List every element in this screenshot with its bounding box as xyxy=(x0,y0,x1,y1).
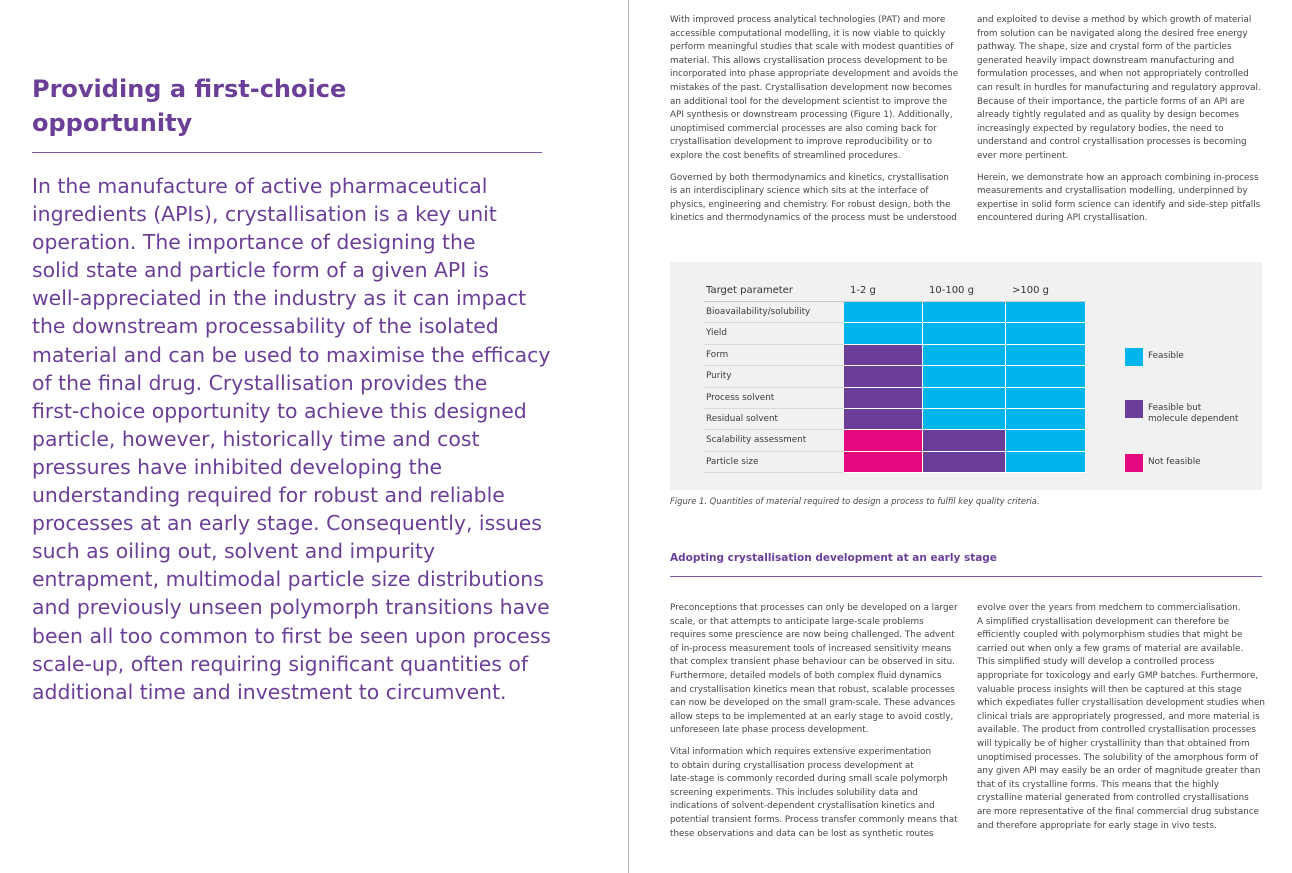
text-line: an additional tool for the development scientist to improve the xyxy=(670,96,948,107)
text-line: increasingly expected by regulatory bodies, the need to xyxy=(977,123,1224,134)
text-line: are more representative of the final commercial drug substance xyxy=(977,806,1260,817)
row-label: Purity xyxy=(704,366,844,387)
cell-dependent xyxy=(844,366,923,387)
text-line: can result in hurdles for manufacturing and regulatory approval. xyxy=(977,82,1261,93)
legend-item-dependent xyxy=(1125,400,1238,424)
text-line: already tightly regulated and as quality by design becomes xyxy=(977,110,1240,121)
figure-caption: Figure 1. Quantities of material required to design a process to fulfil key quality criteria. xyxy=(670,496,1040,506)
body-column-left xyxy=(670,602,966,849)
legend-label xyxy=(1148,454,1201,468)
subsection-heading: Adopting crystallisation development at an early stage xyxy=(670,552,997,564)
text-line: first-choice opportunity to achieve this designed xyxy=(32,398,527,423)
text-line: ever more pertinent. xyxy=(977,150,1069,161)
header-1-2g: 1-2 g xyxy=(844,279,923,302)
text-line: appropriate for toxicology and early GMP batches. Furthermore, xyxy=(977,670,1259,681)
text-line: scale, or that attempts to anticipate large-scale problems xyxy=(670,616,924,627)
header-over-100g: >100 g xyxy=(1006,279,1086,302)
cell-feasible xyxy=(1006,323,1086,344)
text-line: incorporated into phase appropriate development and avoids the xyxy=(670,69,959,80)
cell-feasible xyxy=(923,366,1006,387)
body-paragraph-3 xyxy=(977,602,1267,833)
legend-label xyxy=(1148,400,1238,424)
text-line: mistakes of the past. Crystallisation development now becomes xyxy=(670,82,953,93)
text-line: is an interdisciplinary science which sits at the interface of xyxy=(670,186,929,197)
text-line: can now be developed on the small gram-scale. These advances xyxy=(670,698,956,709)
legend-label-line: Not feasible xyxy=(1148,457,1201,467)
text-line: which expediates fuller crystallisation development studies when xyxy=(977,698,1265,709)
legend-swatch xyxy=(1125,454,1143,472)
legend-label-line: Feasible xyxy=(1148,351,1184,361)
cell-feasible xyxy=(923,409,1006,430)
left-page xyxy=(0,0,628,873)
heading-rule xyxy=(32,152,542,153)
text-line: these observations and data can be lost as synthetic routes xyxy=(670,828,934,839)
lead-paragraph xyxy=(32,172,552,706)
cell-not-feasible xyxy=(844,430,923,451)
text-line: of in-process measurement tools of increased sensitivity means xyxy=(670,643,952,654)
row-label: Yield xyxy=(704,323,844,344)
table-header-row xyxy=(704,279,1086,302)
text-line: accessible computational modelling, it is now viable to quickly xyxy=(670,28,946,39)
header-target-parameter: Target parameter xyxy=(704,279,844,302)
cell-dependent xyxy=(923,430,1006,451)
text-line: will typically be of higher crystallinity than that obtained from xyxy=(977,738,1250,749)
cell-feasible xyxy=(923,302,1006,323)
body-column-right xyxy=(977,602,1267,841)
text-line: unoptimised commercial processes are also coming back for xyxy=(670,123,937,134)
text-line: operation. The importance of designing the xyxy=(32,230,476,255)
text-line: scale-up, often requiring significant quantities of xyxy=(32,651,529,676)
text-line: additional time and investment to circumvent. xyxy=(32,679,507,704)
legend-label xyxy=(1148,348,1184,362)
text-line: and exploited to devise a method by which growth of material xyxy=(977,15,1252,25)
text-line: late-stage is commonly recorded during small scale polymorph xyxy=(670,774,948,785)
table-row xyxy=(704,345,1086,366)
cell-feasible xyxy=(844,323,923,344)
text-line: such as oiling out, solvent and impurity xyxy=(32,539,436,564)
text-line: In the manufacture of active pharmaceutical xyxy=(32,174,488,198)
legend-label-line: molecule dependent xyxy=(1148,413,1239,424)
text-line: understanding required for robust and reliable xyxy=(32,483,505,508)
text-line: well-appreciated in the industry as it can impact xyxy=(32,286,527,311)
text-line: clinical trials are appropriately progressed, and more material is xyxy=(977,711,1260,722)
intro-paragraph-3 xyxy=(977,14,1267,164)
table-row xyxy=(704,430,1086,451)
text-line: indications of solvent-dependent crystallisation kinetics and xyxy=(670,801,935,812)
text-line: Preconceptions that processes can only be developed on a larger xyxy=(670,603,958,613)
cell-feasible xyxy=(1006,430,1086,451)
text-line: pathway. The shape, size and crystal form of the particles xyxy=(977,42,1232,53)
text-line: With improved process analytical technologies (PAT) and more xyxy=(670,15,946,25)
text-line: A simplified crystallisation development can therefore be xyxy=(977,616,1230,627)
table-row xyxy=(704,323,1086,344)
text-line: of the final drug. Crystallisation provides the xyxy=(32,370,488,395)
text-line: material. This allows crystallisation process development to be xyxy=(670,55,948,66)
legend-item-feasible xyxy=(1125,348,1184,366)
table-row xyxy=(704,388,1086,409)
row-label: Bioavailability/solubility xyxy=(704,302,844,323)
intro-paragraph-4 xyxy=(977,172,1267,226)
header-10-100g: 10-100 g xyxy=(923,279,1006,302)
table-body xyxy=(704,302,1086,473)
text-line: measurements and crystallisation modelling, underpinned by xyxy=(977,186,1248,197)
text-line: crystallisation development to improve reproducibility or to xyxy=(670,137,932,148)
cell-feasible xyxy=(923,388,1006,409)
legend-swatch xyxy=(1125,348,1143,366)
text-line: generated heavily impact downstream manufacturing and xyxy=(977,55,1235,66)
text-line: Herein, we demonstrate how an approach combining in-process xyxy=(977,172,1259,183)
text-line: Furthermore, detailed models of both complex fluid dynamics xyxy=(670,670,942,681)
text-line: and therefore appropriate for early stage in vivo tests. xyxy=(977,820,1217,831)
section-heading xyxy=(32,72,552,140)
text-line: entrapment, multimodal particle size distributions xyxy=(32,567,544,592)
text-line: unoptimised processes. The solubility of the amorphous form of xyxy=(977,752,1259,763)
text-line: evolve over the years from medchem to commercialisation. xyxy=(977,603,1241,613)
row-label: Residual solvent xyxy=(704,409,844,430)
text-line: screening experiments. This includes solubility data and xyxy=(670,787,918,798)
text-line: been all too common to first be seen upon process xyxy=(32,623,551,648)
figure-1 xyxy=(670,262,1262,490)
text-line: that complex transient phase behaviour can be observed in situ. xyxy=(670,657,955,668)
text-line: Vital information which requires extensive experimentation xyxy=(670,746,932,757)
text-line: to obtain during crystallisation process development at xyxy=(670,760,914,771)
legend-item-not-feasible xyxy=(1125,454,1201,472)
table-row xyxy=(704,452,1086,473)
heading-line: opportunity xyxy=(32,109,193,137)
text-line: and previously unseen polymorph transitions have xyxy=(32,595,550,620)
cell-feasible xyxy=(923,345,1006,366)
text-line: encountered during API crystallisation. xyxy=(977,213,1148,224)
cell-feasible xyxy=(1006,366,1086,387)
row-label: Particle size xyxy=(704,452,844,473)
text-line: efficiently coupled with polymorphism studies that might be xyxy=(977,630,1243,641)
heading-line: Providing a first-choice xyxy=(32,75,347,103)
page-divider xyxy=(628,0,629,873)
intro-paragraph-2 xyxy=(670,172,966,226)
text-line: solid state and particle form of a given API is xyxy=(32,258,490,283)
cell-dependent xyxy=(844,345,923,366)
text-line: from solution can be navigated along the desired free energy xyxy=(977,28,1248,39)
cell-feasible xyxy=(1006,409,1086,430)
text-line: valuable process insights will then be captured at this stage xyxy=(977,684,1242,695)
text-line: This simplified study will develop a controlled process xyxy=(977,657,1215,668)
cell-feasible xyxy=(923,323,1006,344)
cell-feasible xyxy=(844,302,923,323)
text-line: crystalline material generated from controlled crystallisations xyxy=(977,793,1249,804)
text-line: potential transient forms. Process transfer commonly means that xyxy=(670,814,958,825)
legend-label-line: Feasible but xyxy=(1148,403,1202,413)
text-line: API synthesis or downstream processing (Figure 1). Additionally, xyxy=(670,110,953,121)
intro-column-left xyxy=(670,14,966,234)
text-line: and crystallisation kinetics mean that robust, scalable processes xyxy=(670,684,955,695)
cell-feasible xyxy=(1006,452,1086,473)
text-line: pressures have inhibited developing the xyxy=(32,454,443,479)
cell-feasible xyxy=(1006,388,1086,409)
row-label: Form xyxy=(704,345,844,366)
text-line: unforeseen late phase process development. xyxy=(670,725,869,736)
text-line: perform meaningful studies that scale with modest quantities of xyxy=(670,42,954,53)
text-line: material and can be used to maximise the efficacy xyxy=(32,342,551,367)
text-line: kinetics and thermodynamics of the process must be understood xyxy=(670,213,957,224)
table-row xyxy=(704,409,1086,430)
cell-not-feasible xyxy=(844,452,923,473)
text-line: ingredients (APIs), crystallisation is a key unit xyxy=(32,202,497,227)
cell-dependent xyxy=(844,409,923,430)
text-line: any given API may easily be an order of magnitude greater than xyxy=(977,766,1261,777)
text-line: carried out when only a few grams of material are available. xyxy=(977,643,1244,654)
text-line: requires some prescience are now being challenged. The advent xyxy=(670,630,955,641)
text-line: available. The product from controlled crystallisation processes xyxy=(977,725,1256,736)
feasibility-table xyxy=(704,279,1086,473)
text-line: physics, engineering and chemistry. For robust design, both the xyxy=(670,199,951,210)
body-paragraph-2 xyxy=(670,746,966,841)
intro-column-right xyxy=(977,14,1267,234)
cell-dependent xyxy=(923,452,1006,473)
text-line: processes at an early stage. Consequently, issues xyxy=(32,511,542,536)
text-line: understand and control crystallisation processes is becoming xyxy=(977,137,1247,148)
text-line: allow steps to be implemented at an early stage to avoid costly, xyxy=(670,711,954,722)
table-row xyxy=(704,366,1086,387)
text-line: Governed by both thermodynamics and kinetics, crystallisation xyxy=(670,172,949,183)
text-line: formulation processes, and when not appropriately controlled xyxy=(977,69,1249,80)
cell-dependent xyxy=(844,388,923,409)
row-label: Process solvent xyxy=(704,388,844,409)
body-paragraph-1 xyxy=(670,602,966,738)
intro-paragraph-1 xyxy=(670,14,966,164)
subsection-rule xyxy=(670,576,1262,577)
text-line: that of its crystalline forms. This means that the highly xyxy=(977,779,1219,790)
row-label: Scalability assessment xyxy=(704,430,844,451)
cell-feasible xyxy=(1006,302,1086,323)
text-line: Because of their importance, the particle forms of an API are xyxy=(977,96,1245,107)
legend-swatch xyxy=(1125,400,1143,418)
text-line: particle, however, historically time and cost xyxy=(32,426,480,451)
table-row xyxy=(704,302,1086,323)
cell-feasible xyxy=(1006,345,1086,366)
text-line: explore the cost benefits of streamlined procedures. xyxy=(670,150,901,161)
text-line: the downstream processability of the isolated xyxy=(32,314,499,339)
text-line: expertise in solid form science can identify and side-step pitfalls xyxy=(977,199,1261,210)
